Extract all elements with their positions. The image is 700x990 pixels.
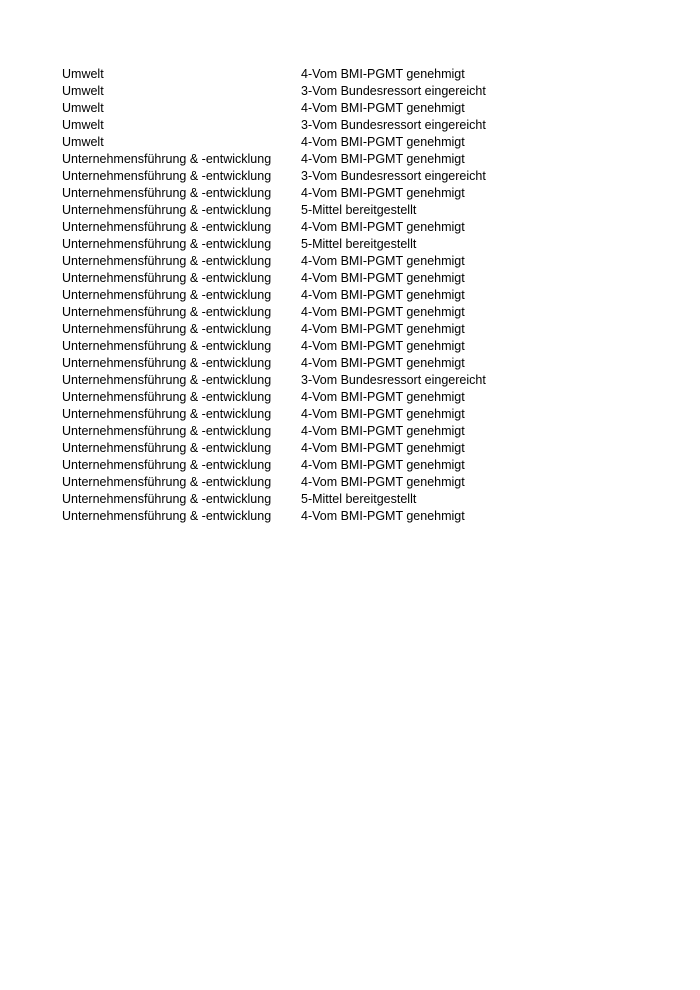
category-cell: Unternehmensführung & -entwicklung (62, 203, 272, 217)
table-row (62, 457, 662, 474)
table-row (62, 355, 662, 372)
category-cell: Unternehmensführung & -entwicklung (62, 407, 272, 421)
status-cell: 3-Vom Bundesressort eingereicht (301, 84, 486, 98)
status-cell: 4-Vom BMI-PGMT genehmigt (301, 458, 465, 472)
category-cell: Unternehmensführung & -entwicklung (62, 441, 272, 455)
table-row (62, 389, 662, 406)
status-cell: 4-Vom BMI-PGMT genehmigt (301, 441, 465, 455)
category-cell: Unternehmensführung & -entwicklung (62, 186, 272, 200)
category-cell: Unternehmensführung & -entwicklung (62, 271, 272, 285)
status-cell: 4-Vom BMI-PGMT genehmigt (301, 254, 465, 268)
table-row (62, 185, 662, 202)
status-cell: 4-Vom BMI-PGMT genehmigt (301, 305, 465, 319)
status-cell: 4-Vom BMI-PGMT genehmigt (301, 67, 465, 81)
status-cell: 4-Vom BMI-PGMT genehmigt (301, 339, 465, 353)
category-cell: Unternehmensführung & -entwicklung (62, 458, 272, 472)
status-cell: 4-Vom BMI-PGMT genehmigt (301, 475, 465, 489)
category-cell: Unternehmensführung & -entwicklung (62, 424, 272, 438)
category-cell: Unternehmensführung & -entwicklung (62, 254, 272, 268)
table-row (62, 151, 662, 168)
status-cell: 5-Mittel bereitgestellt (301, 203, 417, 217)
table-row (62, 491, 662, 508)
table-row (62, 321, 662, 338)
table-row (62, 440, 662, 457)
table-row (62, 474, 662, 491)
table-row (62, 270, 662, 287)
category-cell: Umwelt (62, 135, 104, 149)
status-cell: 4-Vom BMI-PGMT genehmigt (301, 135, 465, 149)
status-cell: 4-Vom BMI-PGMT genehmigt (301, 509, 465, 523)
status-cell: 3-Vom Bundesressort eingereicht (301, 373, 486, 387)
status-cell: 4-Vom BMI-PGMT genehmigt (301, 271, 465, 285)
status-cell: 4-Vom BMI-PGMT genehmigt (301, 101, 465, 115)
category-cell: Unternehmensführung & -entwicklung (62, 305, 272, 319)
status-cell: 4-Vom BMI-PGMT genehmigt (301, 407, 465, 421)
category-cell: Umwelt (62, 118, 104, 132)
status-cell: 4-Vom BMI-PGMT genehmigt (301, 390, 465, 404)
category-cell: Unternehmensführung & -entwicklung (62, 237, 272, 251)
category-cell: Umwelt (62, 101, 104, 115)
category-cell: Unternehmensführung & -entwicklung (62, 339, 272, 353)
table-row (62, 508, 662, 525)
table-row (62, 236, 662, 253)
category-cell: Unternehmensführung & -entwicklung (62, 390, 272, 404)
table-row (62, 202, 662, 219)
table-row (62, 117, 662, 134)
category-cell: Unternehmensführung & -entwicklung (62, 322, 272, 336)
status-cell: 4-Vom BMI-PGMT genehmigt (301, 220, 465, 234)
table-row (62, 134, 662, 151)
table-row (62, 219, 662, 236)
data-table (62, 66, 662, 525)
table-row (62, 66, 662, 83)
status-cell: 3-Vom Bundesressort eingereicht (301, 118, 486, 132)
status-cell: 4-Vom BMI-PGMT genehmigt (301, 424, 465, 438)
category-cell: Unternehmensführung & -entwicklung (62, 220, 272, 234)
table-row (62, 406, 662, 423)
category-cell: Unternehmensführung & -entwicklung (62, 288, 272, 302)
category-cell: Unternehmensführung & -entwicklung (62, 169, 272, 183)
table-row (62, 372, 662, 389)
category-cell: Unternehmensführung & -entwicklung (62, 373, 272, 387)
table-row (62, 83, 662, 100)
table-row (62, 423, 662, 440)
status-cell: 3-Vom Bundesressort eingereicht (301, 169, 486, 183)
status-cell: 4-Vom BMI-PGMT genehmigt (301, 152, 465, 166)
status-cell: 4-Vom BMI-PGMT genehmigt (301, 186, 465, 200)
status-cell: 5-Mittel bereitgestellt (301, 237, 417, 251)
status-cell: 4-Vom BMI-PGMT genehmigt (301, 322, 465, 336)
table-row (62, 100, 662, 117)
status-cell: 5-Mittel bereitgestellt (301, 492, 417, 506)
category-cell: Umwelt (62, 67, 104, 81)
category-cell: Umwelt (62, 84, 104, 98)
category-cell: Unternehmensführung & -entwicklung (62, 152, 272, 166)
table-row (62, 168, 662, 185)
status-cell: 4-Vom BMI-PGMT genehmigt (301, 288, 465, 302)
table-row (62, 287, 662, 304)
table-row (62, 304, 662, 321)
table-row (62, 338, 662, 355)
category-cell: Unternehmensführung & -entwicklung (62, 356, 272, 370)
table-row (62, 253, 662, 270)
category-cell: Unternehmensführung & -entwicklung (62, 509, 272, 523)
category-cell: Unternehmensführung & -entwicklung (62, 475, 272, 489)
category-cell: Unternehmensführung & -entwicklung (62, 492, 272, 506)
status-cell: 4-Vom BMI-PGMT genehmigt (301, 356, 465, 370)
